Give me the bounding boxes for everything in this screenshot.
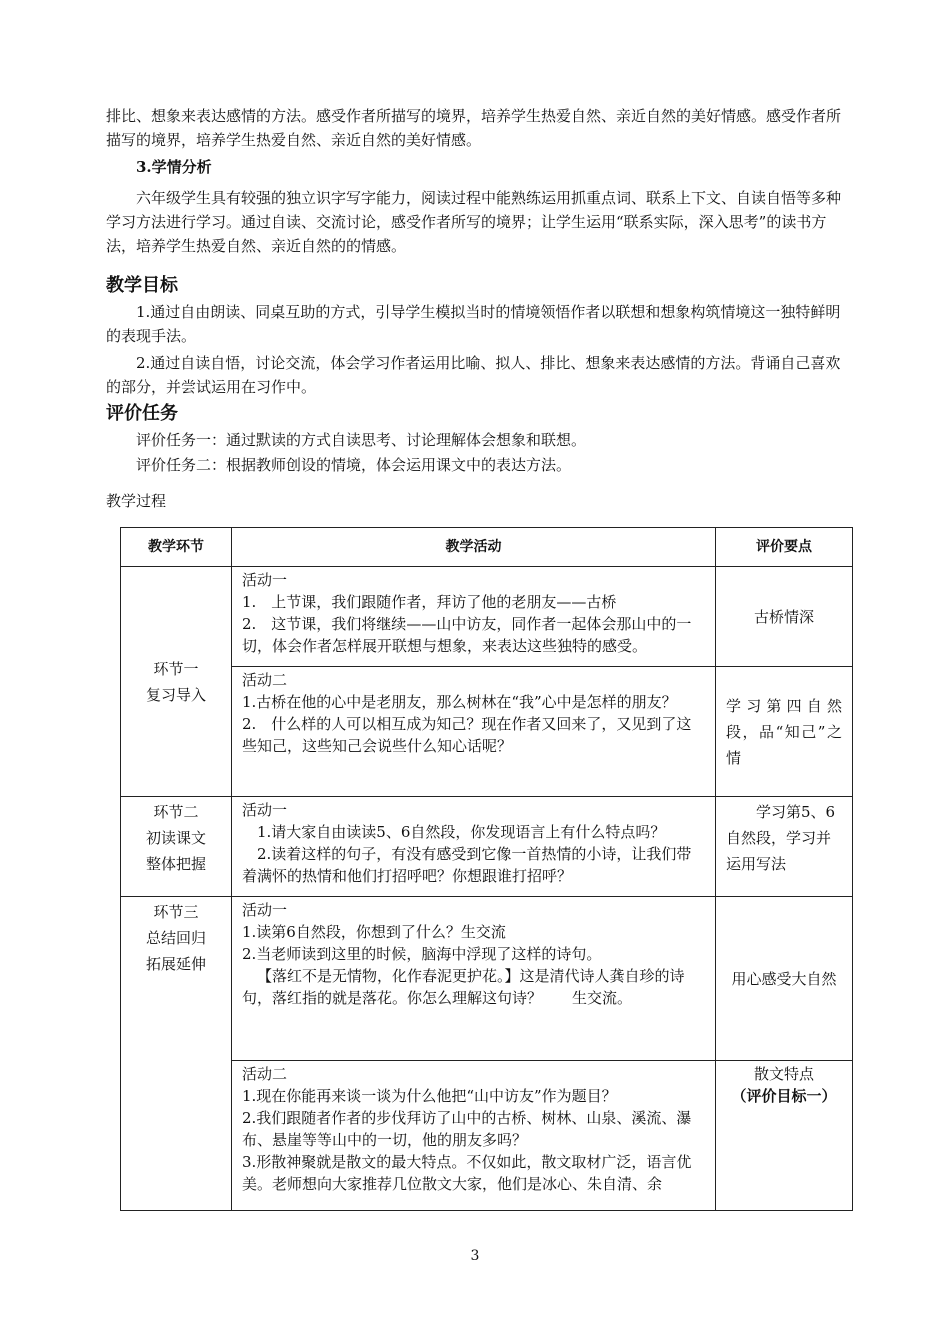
stage-cell: [121, 897, 232, 1211]
activity-line: 2. 这节课，我们将继续——山中访友，同作者一起体会那山中的一切，体会作者怎样展开联想与想象，来表达这些独特的感受。: [242, 615, 692, 655]
activity-cell: [232, 797, 716, 897]
activity-title: 活动一: [242, 801, 288, 819]
activity-line: 1.现在你能再来谈一谈为什么他把“山中访友”作为题目？: [242, 1087, 617, 1105]
stage-1-line2: 复习导入: [145, 685, 206, 704]
activity-line: 1.古桥在他的心中是老朋友，那么树林在“我”心中是怎样的朋友？: [242, 693, 677, 711]
goals-heading: 教学目标: [106, 275, 178, 296]
goal-item-1: 1.通过自由朗读、同桌互助的方式，引导学生模拟当时的情境领悟作者以联想和想象构筑情境这一独特鲜明的表现手法。: [106, 303, 841, 345]
activity-line: 1.读第6自然段，你想到了什么？生交流: [242, 923, 506, 941]
activity-line: 2.读着这样的句子，有没有感受到它像一首热情的小诗，让我们带着满怀的热情和他们打招呼吧？你想跟谁打招呼？: [242, 845, 692, 885]
evaluation-item-1: 评价任务一：通过默读的方式自读思考、讨论理解体会想象和联想。: [136, 431, 587, 449]
stage-2-line2: 初读课文: [145, 829, 206, 847]
table-row: [121, 897, 853, 1061]
learner-analysis-paragraph: 六年级学生具有较强的独立识字写字能力，阅读过程中能熟练运用抓重点词、联系上下文、自读自悟等多种学习方法进行学习。通过自读、交流讨论，感受作者所写的境界；让学生运用“联系实际，深入思考”的读书方法，培养学生热爱自然、亲近自然的的情感。: [106, 189, 842, 255]
activity-line: 【落红不是无情物，化作春泥更护花。】这是清代诗人龚自珍的诗句，落红指的就是落花。你怎么理解这句诗？ 生交流。: [242, 967, 685, 1007]
activity-title: 活动一: [242, 571, 288, 589]
stage-3-line3: 拓展延伸: [145, 955, 206, 973]
evaluation-point: 用心感受大自然: [716, 897, 853, 1061]
table-header-row: [121, 528, 853, 567]
stage-cell: [121, 567, 232, 797]
stage-3-line1: 环节三: [153, 903, 199, 921]
activity-title: 活动二: [242, 1065, 288, 1083]
evaluation-heading: 评价任务: [106, 403, 178, 424]
header-activity: 教学活动: [232, 528, 716, 567]
intro-paragraph: 排比、想象来表达感情的方法。感受作者所描写的境界，培养学生热爱自然、亲近自然的美好情感。感受作者所描写的境界，培养学生热爱自然、亲近自然的美好情感。: [106, 107, 842, 149]
goal-item-2: 2.通过自读自悟，讨论交流，体会学习作者运用比喻、拟人、排比、想象来表达感情的方法。背诵自己喜欢的部分，并尝试运用在习作中。: [106, 354, 841, 396]
table-row: [121, 797, 853, 897]
activity-line: 3.形散神聚就是散文的最大特点。不仅如此，散文取材广泛，语言优美。老师想向大家推荐几位散文大家，他们是冰心、朱自清、余: [242, 1153, 692, 1193]
evaluation-point-title: 散文特点: [753, 1065, 814, 1083]
header-stage: 教学环节: [121, 528, 232, 567]
activity-title: 活动二: [242, 671, 288, 689]
stage-cell: [121, 797, 232, 897]
activity-cell: [232, 667, 716, 797]
evaluation-point: 学习第5、6自然段，学习并运用写法: [716, 797, 853, 897]
activity-title: 活动一: [242, 901, 288, 919]
activity-line: 1. 上节课，我们跟随作者，拜访了他的老朋友——古桥: [242, 593, 617, 611]
activity-line: 2. 什么样的人可以相互成为知己？现在作者又回来了，又见到了这些知己，这些知己会说些什么知心话呢？: [242, 715, 692, 755]
lesson-process-table: [120, 527, 853, 1211]
evaluation-item-2: 评价任务二：根据教师创设的情境，体会运用课文中的表达方法。: [136, 456, 572, 474]
process-label: 教学过程: [106, 492, 167, 510]
evaluation-point: 古桥情深: [716, 567, 853, 667]
page-number: 3: [470, 1248, 480, 1264]
stage-3-line2: 总结回归: [145, 929, 206, 947]
activity-cell: [232, 567, 716, 667]
table-row: [121, 567, 853, 667]
learner-analysis-heading: 3.学情分析: [136, 158, 212, 176]
activity-cell: [232, 897, 716, 1061]
activity-line: 2.当老师读到这里的时候，脑海中浮现了这样的诗句。: [242, 945, 602, 963]
evaluation-point: [716, 1061, 853, 1211]
activity-cell: [232, 1061, 716, 1211]
header-evaluation: 评价要点: [716, 528, 853, 567]
evaluation-point-target: （评价目标一）: [731, 1087, 837, 1105]
stage-1-line1: 环节一: [153, 659, 199, 678]
activity-line: 2.我们跟随者作者的步伐拜访了山中的古桥、树林、山泉、溪流、瀑布、悬崖等等山中的一切，他的朋友多吗？: [242, 1109, 692, 1149]
activity-line: 1.请大家自由读读5、6自然段，你发现语言上有什么特点吗？: [257, 823, 666, 841]
stage-2-line3: 整体把握: [145, 855, 206, 873]
stage-2-line1: 环节二: [153, 803, 199, 821]
evaluation-point: 学习第四自然段，品“知己”之情: [716, 667, 853, 797]
